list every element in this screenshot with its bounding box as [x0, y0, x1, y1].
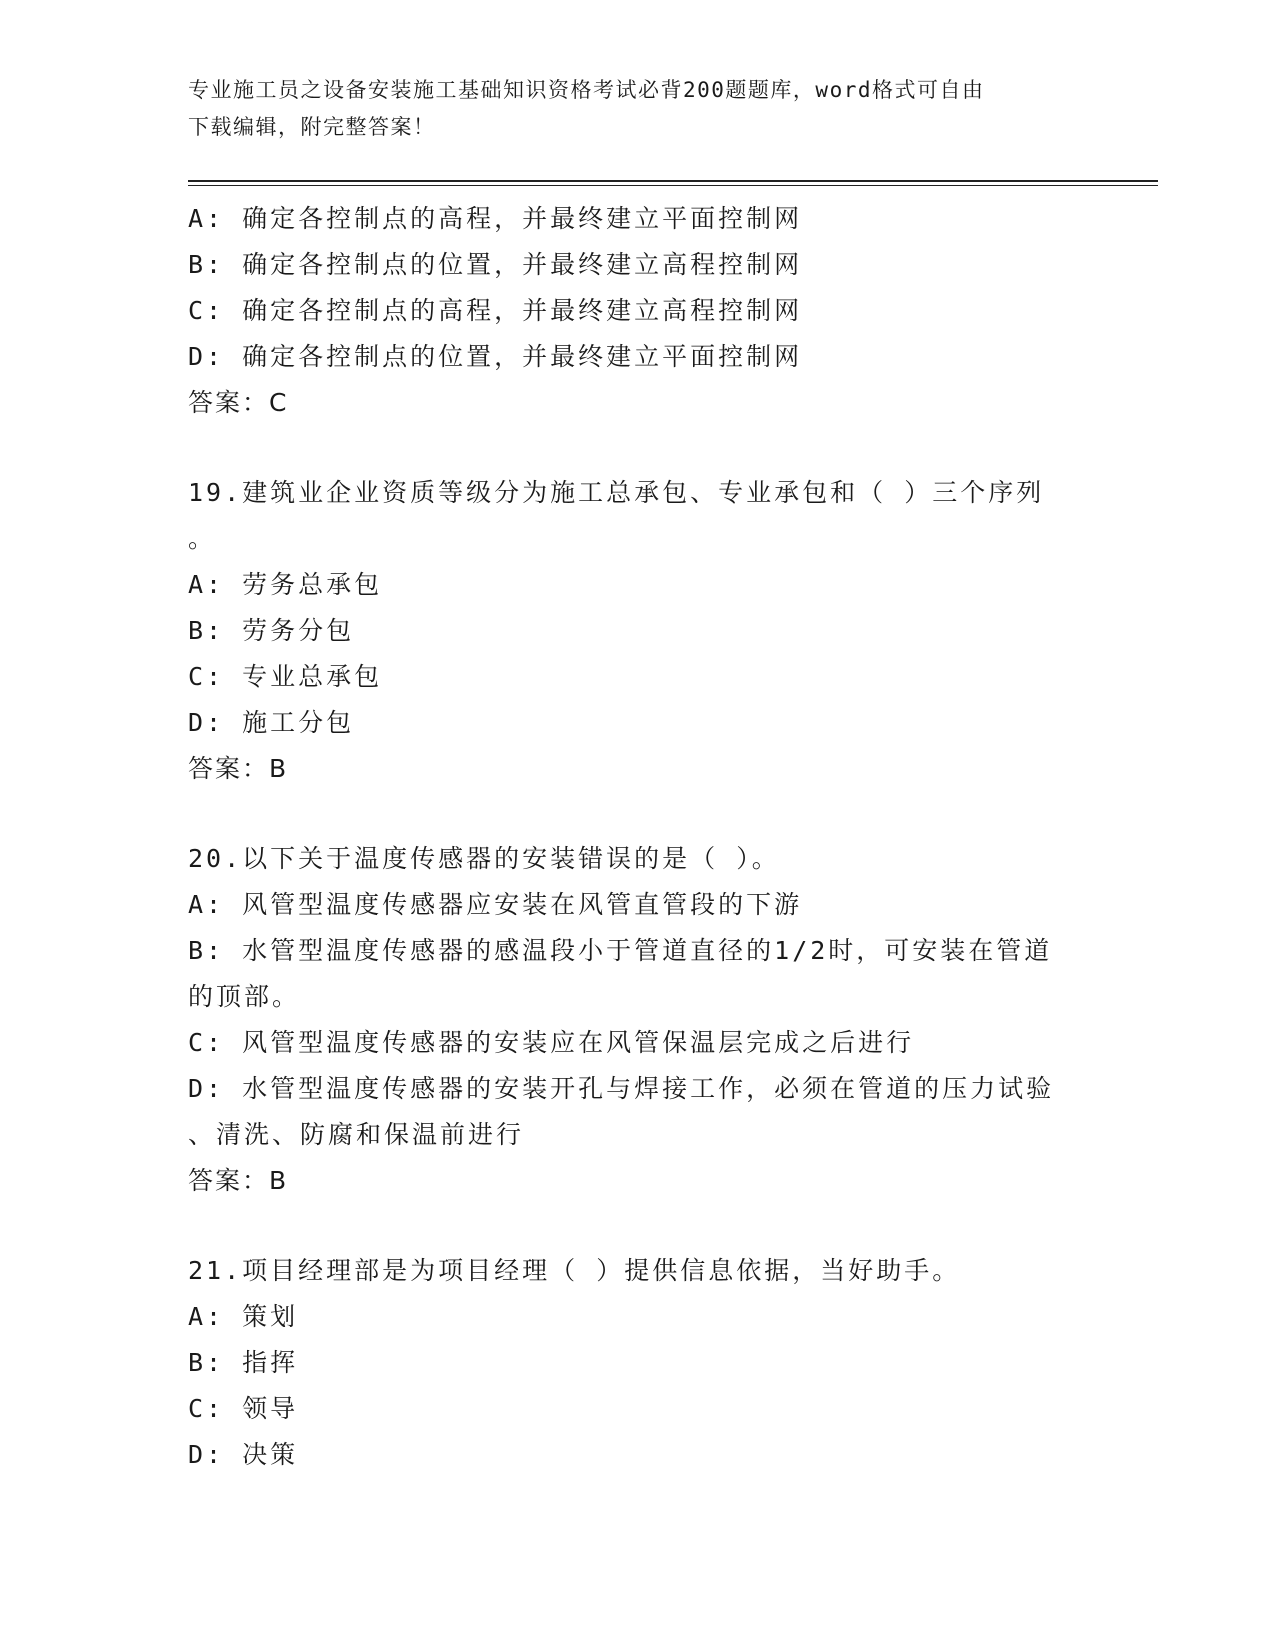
question-19 — [188, 470, 1158, 792]
question-20 — [188, 836, 1158, 1204]
answer-label: 答案：C — [188, 388, 289, 417]
document-header — [188, 72, 1068, 146]
option-c: C: 专业总承包 — [188, 662, 383, 691]
option-b: B: 确定各控制点的位置，并最终建立高程控制网 — [188, 250, 803, 279]
answer-label: 答案：B — [188, 754, 289, 783]
question-stem: 19.建筑业企业资质等级分为施工总承包、专业承包和（ ）三个序列 — [188, 478, 1045, 507]
option-b: B: 水管型温度传感器的感温段小于管道直径的1/2时，可安装在管道 — [188, 936, 1053, 965]
option-d: D: 施工分包 — [188, 708, 355, 737]
question-stem: 20.以下关于温度传感器的安装错误的是（ ）。 — [188, 844, 780, 873]
option-b-continued: 的顶部。 — [188, 982, 301, 1011]
header-line-2: 下载编辑，附完整答案！ — [188, 115, 436, 139]
question-21 — [188, 1248, 1158, 1478]
option-c: C: 领导 — [188, 1394, 299, 1423]
option-c: C: 确定各控制点的高程，并最终建立高程控制网 — [188, 296, 803, 325]
header-divider — [188, 180, 1158, 186]
question-stem-continued: 。 — [188, 524, 217, 553]
option-d: D: 确定各控制点的位置，并最终建立平面控制网 — [188, 342, 803, 371]
document-body — [188, 196, 1158, 1478]
answer-label: 答案：B — [188, 1166, 289, 1195]
option-a: A: 劳务总承包 — [188, 570, 383, 599]
header-line-1: 专业施工员之设备安装施工基础知识资格考试必背200题题库，word格式可自由 — [188, 78, 985, 102]
option-c: C: 风管型温度传感器的安装应在风管保温层完成之后进行 — [188, 1028, 915, 1057]
option-a: A: 确定各控制点的高程，并最终建立平面控制网 — [188, 204, 803, 233]
option-a: A: 风管型温度传感器应安装在风管直管段的下游 — [188, 890, 803, 919]
question-stem: 21.项目经理部是为项目经理（ ）提供信息依据，当好助手。 — [188, 1256, 961, 1285]
document-page — [188, 72, 1158, 1478]
option-d-continued: 、清洗、防腐和保温前进行 — [188, 1120, 525, 1149]
option-d: D: 决策 — [188, 1440, 299, 1469]
option-b: B: 劳务分包 — [188, 616, 355, 645]
question-partial — [188, 196, 1158, 426]
option-b: B: 指挥 — [188, 1348, 299, 1377]
option-a: A: 策划 — [188, 1302, 299, 1331]
option-d: D: 水管型温度传感器的安装开孔与焊接工作，必须在管道的压力试验 — [188, 1074, 1055, 1103]
